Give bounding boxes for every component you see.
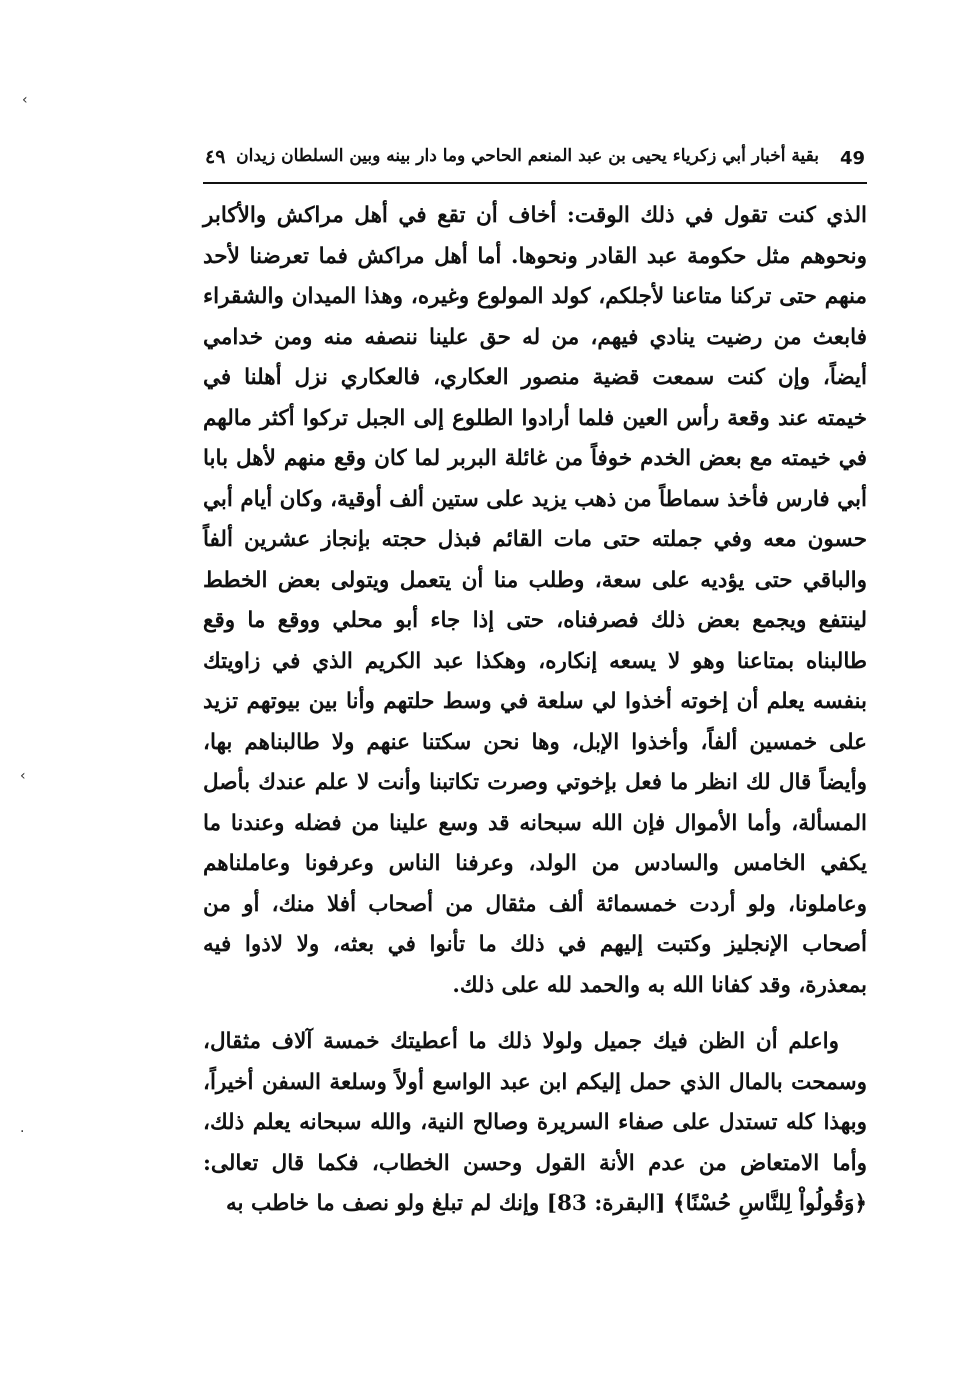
main-text (203, 196, 867, 1225)
scan-speck: · (20, 1124, 25, 1140)
paragraph: واعلم أن الظن فيك جميل ولولا ذلك ما أعطيتك خمسة آلاف مثقال، وسمحت بالمال الذي حمل إليكم ابن عبد الواسع أولاً وسلعة السفن أخيراً، وبهذا كله تستدل على صفاء السريرة وصالح النية، والله سبحانه يعلم ذلك، وأما الامتعاض من عدم الأنة القول وحسن الخطاب، فكما قال تعالى: ﴿وَقُولُواْ لِلنَّاسِ حُسْنًا﴾ [البقرة: 83] وإنك لم تبلغ ولو نصف ما خاطب به (203, 1029, 867, 1216)
scan-speck: ‹ (20, 768, 26, 784)
page-number-arabic: ٤٩ (205, 146, 226, 168)
page-number-latin: 49 (839, 148, 865, 169)
paragraph: الذي كنت تقول في ذلك الوقت: أخاف أن تقع في أهل مراكش والأكابر ونحوهم مثل حكومة عبد القادر ونحوها. أما أهل مراكش فما تعرضنا لأحد منهم حتى تركنا متاعنا لأجلكم، كولد المولوع وغيره، وهذا الميدان والشقراء فابعث من رضيت ينادي فيهم، من له حق علينا ننصفه منه ومن خدامي أيضاً، وإن كنت سمعت قضية منصور العكاري، فالعكاري نزل أهلنا في خيمته عند وقعة رأس العين فلما أرادوا الطلوع إلى الجبل تركوا أكثر مالهم في خيمته مع بعض الخدم خوفاً من غائلة البربر لما كان وقع منهم لأهل بابا أبي فارس فأخذ سماطاً من ذهب يزيد على ستين ألف أوقية، وكان أيام أبي حسون معه وفي جملته حتى مات القائم فبذل حجته بإنجاز عشرين ألفاً والباقي حتى يؤديه على سعة، وطلب منا أن يتعمل ويتولى بعض الخطط لينتفع ويجمع بعض ذلك فصرفناه، حتى إذا جاء أبو محلي ووقع ما وقع طالبناه بمتاعنا وهو لا يسعه إنكاره، وهكذا عبد الكريم الذي في زاويتك بنفسه يعلم أن إخوته أخذوا لي سلعة في وسط حلتهم وأنا بين بيوتهم تزيد على خمسين ألفاً، وأخذوا الإبل، وها نحن سكتنا عنهم ولا طالبناهم بها، وأيضاً قال لك انظر ما فعل بإخوتي وصرت تكاتبنا وأنت لا علم عندك بأصل المسألة، وأما الأموال فإن الله سبحانه قد وسع علينا من فضله وعندنا ما يكفي الخامس والسادس من الولد، وعرفنا الناس وعرفونا وعاملناهم وعاملونا، ولو أردت خمسمائة ألف مثقال من أصحاب أفلا منك، أو من أصحاب الإنجليز وكتبت إليهم في ذلك ما تأنوا في بعثه، ولا لاذوا فيه بمعذرة، وقد كفانا الله به والحمد لله على ذلك. (203, 203, 867, 998)
page-header (203, 140, 867, 184)
running-title: بقية أخبار أبي زكرياء يحيى بن عبد المنعم الحاحي وما دار بينه وبين السلطان زيدان (236, 146, 819, 166)
scan-speck: ‹ (22, 92, 28, 108)
